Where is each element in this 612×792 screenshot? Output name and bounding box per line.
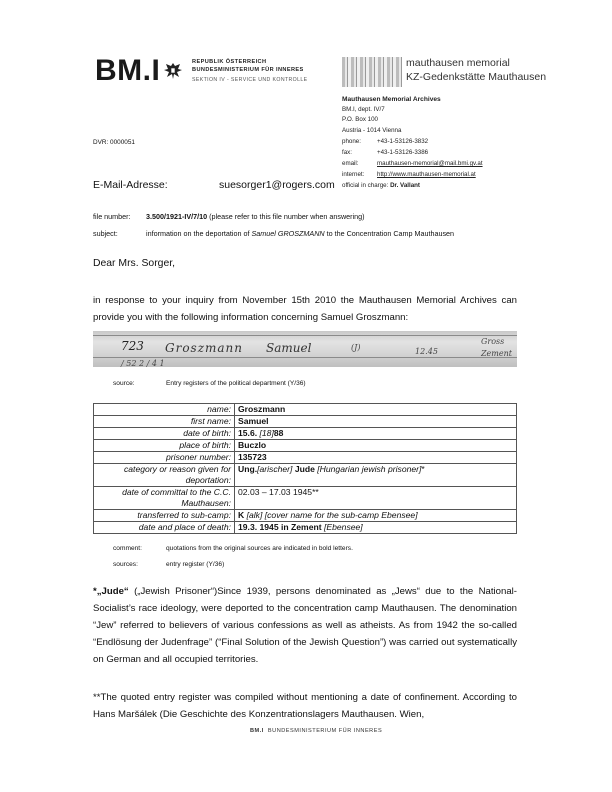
fax-value: +43-1-53126-3386 <box>377 149 429 156</box>
phone-label: phone: <box>342 138 361 145</box>
subject-prefix: information on the deportation of <box>146 229 252 238</box>
register-row-below: / 52 2 / 4 1 <box>121 359 165 367</box>
dob-label: date of birth: <box>94 428 235 440</box>
name-value: Groszmann <box>235 404 517 416</box>
fax-label: fax: <box>342 149 352 156</box>
footer-logo: BM.I <box>250 728 264 734</box>
file-number <box>146 212 365 221</box>
table-row <box>94 464 517 487</box>
comment-label: comment: <box>113 545 142 552</box>
committal-label: date of committal to the C.C. Mauthausen: <box>94 487 235 510</box>
category-label: category or reason given for deportation: <box>94 464 235 487</box>
internet-label: internet: <box>342 171 365 178</box>
ministry-name: BUNDESMINISTERIUM FÜR INNERES <box>192 67 304 73</box>
footer-ministry: BUNDESMINISTERIUM FÜR INNERES <box>267 728 383 734</box>
prisoner-info-table <box>93 403 517 534</box>
intro-paragraph: in response to your inquiry from November 15th 2010 the Mauthausen Memorial Archives can provide you with the following information concerning Samuel Groszmann: <box>93 295 517 323</box>
official-label: official in charge: <box>342 182 389 189</box>
first-name-value: Samuel <box>235 416 517 428</box>
committal-value: 02.03 – 17.03 1945** <box>235 487 517 510</box>
death-value: 19.3. 1945 in Zement [Ebensee] <box>235 522 517 534</box>
sources-text: entry register (Y/36) <box>166 561 225 568</box>
table-row <box>94 440 517 452</box>
footer-brand <box>250 728 382 734</box>
prisoner-number-label: prisoner number: <box>94 452 235 464</box>
first-name-label: first name: <box>94 416 235 428</box>
footnote-jude-lead: *„Jude“ <box>93 586 129 597</box>
file-number-value: 3.500/1921-IV/7/10 <box>146 212 208 221</box>
table-row <box>94 428 517 440</box>
table-row <box>94 510 517 522</box>
memorial-logo-title: mauthausen memorial <box>406 57 510 69</box>
website-link[interactable]: http://www.mauthausen-memorial.at <box>377 171 476 178</box>
subject-label: subject: <box>93 229 118 238</box>
memorial-logo-subtitle: KZ-Gedenkstätte Mauthausen <box>406 71 547 83</box>
register-mark-zement: Zement <box>481 349 512 358</box>
ministry-country: REPUBLIK ÖSTERREICH <box>192 59 267 65</box>
register-number: 723 <box>121 339 144 353</box>
archive-dept: BM.I, dept. IV/7 <box>342 106 385 113</box>
register-mark-gross: Gross <box>481 337 505 346</box>
eagle-crest-icon <box>162 60 184 82</box>
subject-suffix: to the Concentration Camp Mauthausen <box>324 229 455 238</box>
footnote-jude <box>93 583 517 668</box>
register-scan-image <box>93 331 517 367</box>
pob-value: Buczlo <box>235 440 517 452</box>
pob-label: place of birth: <box>94 440 235 452</box>
email-link[interactable]: mauthausen-memorial@mail.bmi.gv.at <box>377 160 483 167</box>
register-firstname: Samuel <box>266 341 312 355</box>
register-mark-j: (J) <box>351 343 361 352</box>
subcamp-value: K [alk] [cover name for the sub-camp Ebensee] <box>235 510 517 522</box>
table-row <box>94 452 517 464</box>
subcamp-label: transferred to sub-camp: <box>94 510 235 522</box>
archive-city: Austria - 1014 Vienna <box>342 127 402 134</box>
salutation: Dear Mrs. Sorger, <box>93 258 175 269</box>
official-name: Dr. Vallant <box>390 182 420 189</box>
footnote-jude-text: („Jewish Prisoner“)Since 1939, persons denominated as „Jews“ due to the National-Socialist’s race ideology, were deported to the concentration camp Mauthausen. The denomination “Jew” referred to believers of various confessions as well as atheists. As from 1942 the so-called “Endlösung der Judenfrage” (“Final Solution of the Jewish Question”) was carried out systematically on German and all occupied territories. <box>93 586 517 665</box>
file-number-label: file number: <box>93 212 131 221</box>
footnote-register: **The quoted entry register was compiled without mentioning a date of confinement. According to Hans Maršálek (Die Geschichte des Konzentrationslagers Mauthausen. Wien, <box>93 692 517 720</box>
subject-text <box>146 229 454 238</box>
source-text: Entry registers of the political department (Y/36) <box>166 380 306 387</box>
prisoner-number-value: 135723 <box>235 452 517 464</box>
official-in-charge <box>342 182 420 189</box>
source-label: source: <box>113 380 135 387</box>
archive-title: Mauthausen Memorial Archives <box>342 96 441 103</box>
table-row <box>94 416 517 428</box>
table-row <box>94 487 517 510</box>
table-row <box>94 404 517 416</box>
subject-name: Samuel GROSZMANN <box>251 229 325 238</box>
dob-value: 15.6. [18]88 <box>235 428 517 440</box>
archive-pobox: P.O. Box 100 <box>342 116 379 123</box>
bmi-logo: BM.I <box>95 54 161 87</box>
death-label: date and place of death: <box>94 522 235 534</box>
name-label: name: <box>94 404 235 416</box>
dvr-number: DVR: 0000051 <box>93 139 135 146</box>
phone-value: +43-1-53126-3832 <box>377 138 429 145</box>
register-surname: Groszmann <box>165 341 244 355</box>
register-mark-date: 12.45 <box>415 347 438 356</box>
comment-text: quotations from the original sources are indicated in bold letters. <box>166 545 353 552</box>
category-value: Ung.[arischer] Jude [Hungarian jewish prisoner]* <box>235 464 517 487</box>
recipient-email: suesorger1@rogers.com <box>219 179 335 191</box>
recipient-email-label: E-Mail-Adresse: <box>93 179 168 191</box>
table-row <box>94 522 517 534</box>
sources-label: sources: <box>113 561 138 568</box>
ministry-section: SEKTION IV - SERVICE UND KONTROLLE <box>192 77 308 83</box>
memorial-logo-image <box>342 57 402 87</box>
email-label: email: <box>342 160 359 167</box>
file-number-note: (please refer to this file number when answering) <box>207 212 365 221</box>
